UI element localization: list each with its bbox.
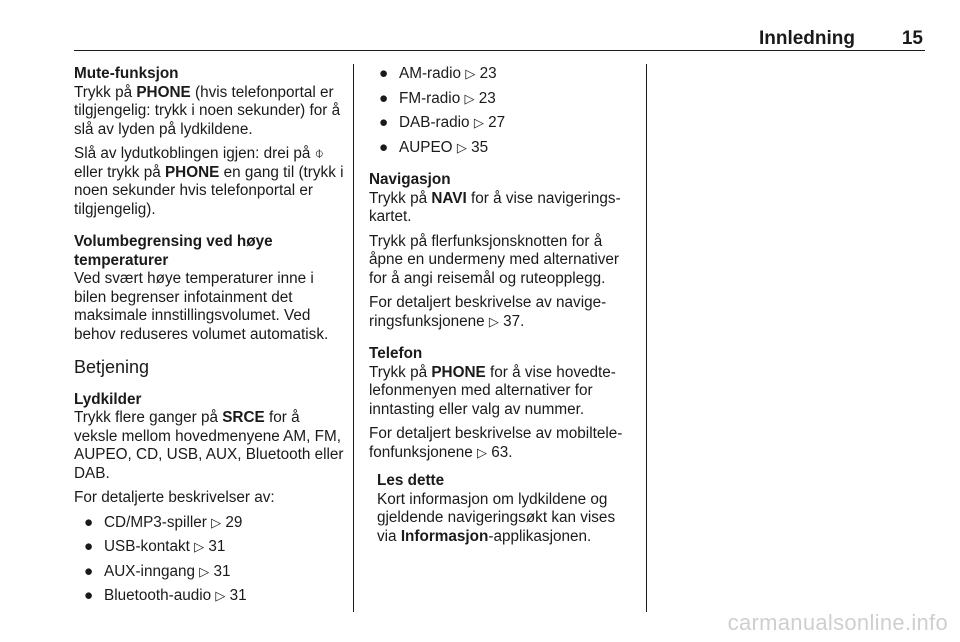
reference-arrow-icon: ▷ <box>473 115 484 130</box>
phone-key-label: PHONE <box>136 83 191 101</box>
navi-key-label: NAVI <box>431 189 467 207</box>
right-column <box>369 65 637 552</box>
reference-arrow-icon: ▷ <box>199 563 210 579</box>
column-divider <box>646 64 647 612</box>
note-text: Kort informasjon om lydkildene og gjeldende navigeringsøkt kan vises via Informasjon-applikasjonen. <box>377 490 616 545</box>
section-heading-navigation: Navigasjon <box>369 171 451 188</box>
nav-paragraph-3: For detaljert beskrivelse av navigeringsfunksjonene ▷ 37. <box>369 294 607 330</box>
page-header <box>74 22 925 51</box>
reference-arrow-icon: ▷ <box>464 90 475 106</box>
sources-list <box>74 514 346 606</box>
reference-arrow-icon: ▷ <box>456 139 467 155</box>
header-title: Innledning <box>758 28 855 49</box>
section-heading-mute: Mute-funksjon <box>74 65 179 82</box>
list-item: ● AUX-inngang ▷ 31 <box>84 562 231 580</box>
list-item: ● CD/MP3-spiller ▷ 29 <box>84 513 243 531</box>
phone-paragraph-1: Trykk på PHONE for å vise hovedtelefonmenyen med alternativer for inntasting eller valg av nummer. <box>369 363 616 418</box>
mute-paragraph-1: Trykk på PHONE (hvis telefonportal er tilgjengelig: trykk i noen sekunder) for å slå av lyden på lydkildene. <box>74 83 341 138</box>
section-heading-phone: Telefon <box>369 345 423 362</box>
mute-paragraph-2: Slå av lydutkoblingen igjen: drei på ⌽ eller trykk på PHONE en gang til (trykk i noen sekunder hvis telefonportal er tilgjengelig). <box>74 145 344 218</box>
list-item: ● DAB-radio ▷ 27 <box>379 114 506 131</box>
list-item: ● AUPEO ▷ 35 <box>379 138 489 156</box>
list-item: ● AM-radio ▷ 23 <box>379 65 497 82</box>
nav-paragraph-2: Trykk på flerfunksjonsknotten for å åpne en undermeny med alternativer for å angi reisemål og ruteopplegg. <box>369 232 620 287</box>
section-heading-volume: Volumbegrensing ved høye temperaturer <box>74 233 273 269</box>
left-column <box>74 65 346 616</box>
info-app-label: Informasjon <box>400 527 489 545</box>
note-heading: Les dette <box>377 472 445 489</box>
volume-paragraph: Ved svært høye temperaturer inne i bilen begrenser infotainment det maksimale innstillingsvolumet. Ved behov reduseres volumet automatisk. <box>74 270 329 343</box>
page-number: 15 <box>901 28 923 49</box>
section-heading-operation: Betjening <box>74 357 150 377</box>
list-item: ● FM-radio ▷ 23 <box>379 89 496 107</box>
list-item: ● Bluetooth-audio ▷ 31 <box>84 587 247 604</box>
column-divider <box>353 64 354 612</box>
reference-arrow-icon: ▷ <box>215 588 226 603</box>
phone-key-label: PHONE <box>431 363 486 381</box>
reference-arrow-icon: ▷ <box>211 514 222 530</box>
reference-arrow-icon: ▷ <box>465 66 476 81</box>
reference-arrow-icon: ▷ <box>194 539 205 554</box>
reference-arrow-icon: ▷ <box>488 313 499 329</box>
sources-paragraph-1: Trykk flere ganger på SRCE for å veksle mellom hovedmenyene AM, FM, AUPEO, CD, USB, AUX, Bluetooth eller DAB. <box>74 409 344 482</box>
phone-paragraph-2: For detaljert beskrivelse av mobiltelefonfunksjonene ▷ 63. <box>369 425 623 461</box>
power-knob-icon: ⌽ <box>314 145 324 162</box>
nav-paragraph-1: Trykk på NAVI for å vise navigeringskartet. <box>369 189 621 225</box>
srce-key-label: SRCE <box>222 409 265 426</box>
list-item: ● USB-kontakt ▷ 31 <box>84 538 226 555</box>
sources-paragraph-2: For detaljerte beskrivelser av: <box>74 489 275 506</box>
watermark: carmanualsonline.info <box>727 610 948 635</box>
note-box <box>369 472 637 546</box>
reference-arrow-icon: ▷ <box>477 444 488 460</box>
section-heading-sources: Lydkilder <box>74 390 142 408</box>
radio-list <box>369 65 637 157</box>
phone-key-label: PHONE <box>164 163 220 181</box>
